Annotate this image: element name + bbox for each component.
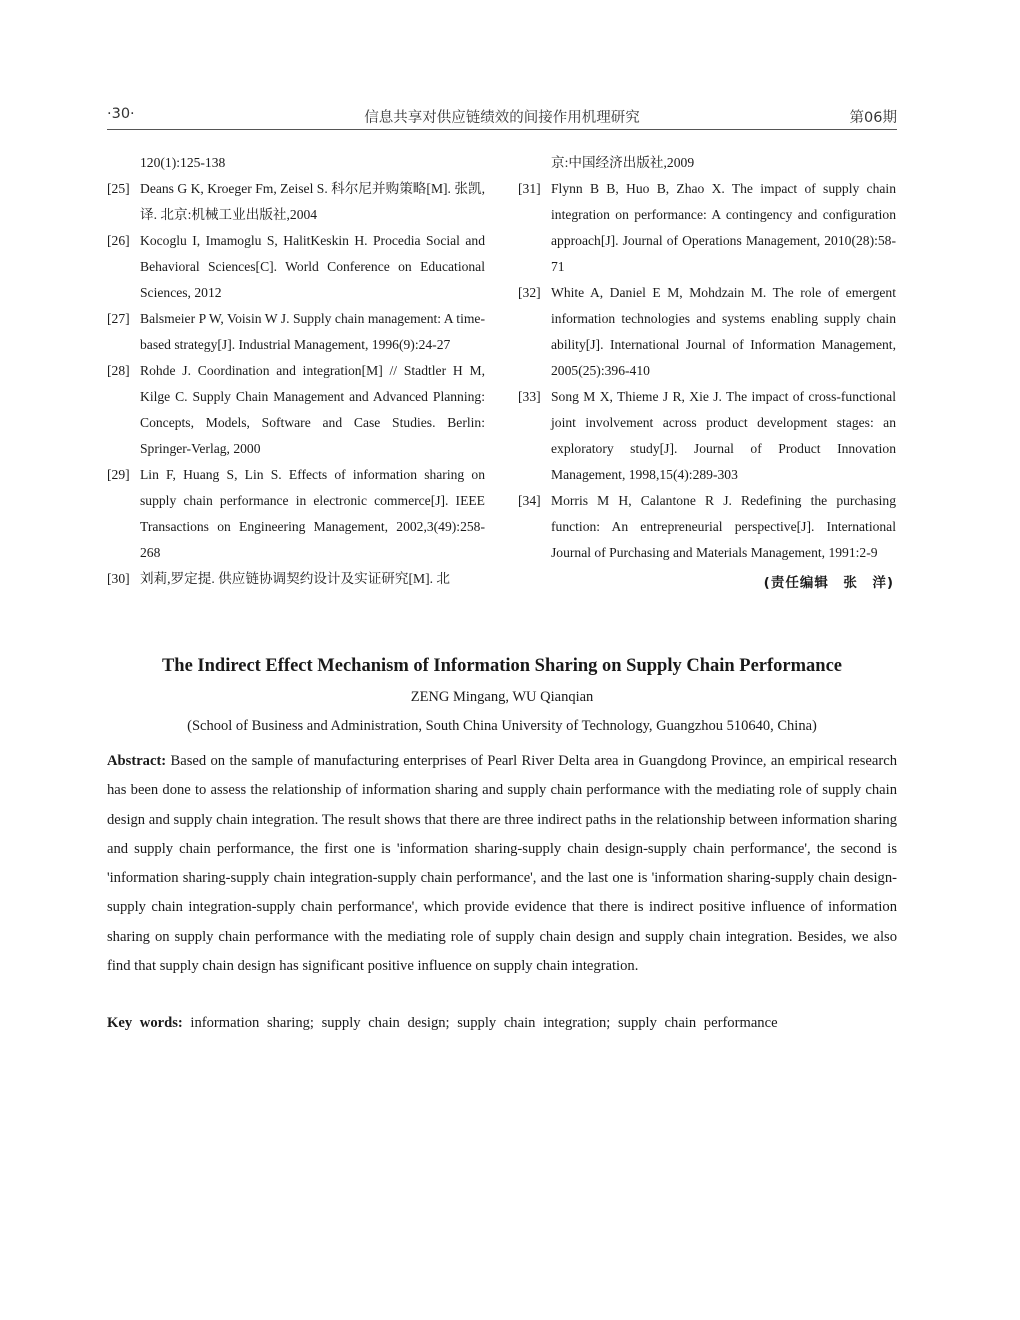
abstract-text: Based on the sample of manufacturing enterprises of Pearl River Delta area in Guangdong Province, an empirical research has been done to assess the relationship of information sharing and supply chain performance with the mediating role of supply chain design and supply chain integration. The result shows that there are three indirect paths in the relationship between information sharing and supply chain performance, the first one is 'information sharing-supply chain design-supply chain performance', the second is 'information sharing-supply chain integration-supply chain performance', and the last one is 'information sharing-supply chain design-supply chain integration-supply chain performance', which provide evidence that there is indirect positive influence of information sharing on supply chain performance with the mediating role of supply chain design and supply chain integration. Besides, we also find that supply chain design has significant positive influence on supply chain integration. [107, 753, 897, 975]
reference-text: Song M X, Thieme J R, Xie J. The impact of cross-functional joint involvement across product development stages: an exploratory study[J]. Journal of Product Innovation Management, 1998,15(4):289-303 [551, 389, 896, 482]
reference-number: [26] [107, 233, 130, 248]
reference-number: [29] [107, 467, 130, 482]
reference-text: Morris M H, Calantone R J. Redefining the purchasing function: An entrepreneurial perspective[J]. International Journal of Purchasing and Materials Management, 1991:2-9 [551, 493, 896, 560]
reference-item [518, 488, 896, 566]
running-title: 信息共享对供应链绩效的间接作用机理研究 [364, 110, 640, 126]
reference-item: 京:中国经济出版社,2009 [551, 155, 695, 170]
reference-text: White A, Daniel E M, Mohdzain M. The role of emergent information technologies and systems enabling supply chain ability[J]. International Journal of Information Management, 2005(25):396-410 [551, 285, 896, 378]
header-rule [107, 129, 897, 130]
reference-item [107, 228, 485, 306]
reference-number: [34] [518, 493, 541, 508]
reference-text: Flynn B B, Huo B, Zhao X. The impact of supply chain integration on performance: A contingency and configuration approach[J]. Journal of Operations Management, 2010(28):58-71 [551, 181, 896, 274]
reference-number: [25] [107, 181, 130, 196]
reference-text: Kocoglu I, Imamoglu S, HalitKeskin H. Procedia Social and Behavioral Sciences[C]. World Conference on Educational Sciences, 2012 [140, 233, 485, 300]
english-keywords [107, 1011, 897, 1035]
reference-item [518, 280, 896, 384]
english-abstract [107, 747, 897, 981]
english-authors: ZENG Mingang, WU Qianqian [410, 689, 594, 705]
reference-number: [30] [107, 571, 130, 586]
references-right-column [518, 150, 896, 596]
responsible-editor: (责任编辑 张 洋) [763, 575, 894, 591]
reference-item [518, 384, 896, 488]
reference-text: Deans G K, Kroeger Fm, Zeisel S. 科尔尼并购策略[M]. 张凯,译. 北京:机械工业出版社,2004 [140, 181, 485, 222]
reference-item [107, 462, 485, 566]
keywords-label: Key words: [107, 1015, 183, 1031]
reference-number: [28] [107, 363, 130, 378]
running-header [107, 104, 897, 130]
reference-number: [33] [518, 389, 541, 404]
reference-text: 刘莉,罗定提. 供应链协调契约设计及实证研究[M]. 北 [140, 571, 451, 586]
reference-item: 120(1):125-138 [140, 155, 226, 170]
page-number: ·30· [107, 106, 135, 122]
keywords-text: information sharing; supply chain design; supply chain integration; supply chain performance [190, 1015, 778, 1031]
reference-item [107, 358, 485, 462]
issue-number: 第06期 [849, 110, 897, 126]
references-left-column [107, 150, 485, 592]
reference-text: Rohde J. Coordination and integration[M] // Stadtler H M, Kilge C. Supply Chain Management and Advanced Planning: Concepts, Models, Software and Case Studies. Berlin: Springer-Verlag, 2000 [140, 363, 485, 456]
reference-text: Balsmeier P W, Voisin W J. Supply chain management: A time-based strategy[J]. Industrial Management, 1996(9):24-27 [140, 311, 485, 352]
reference-item [518, 176, 896, 280]
reference-item [107, 306, 485, 358]
english-title: The Indirect Effect Mechanism of Information Sharing on Supply Chain Performance [161, 656, 843, 676]
reference-item [107, 566, 485, 592]
reference-number: [27] [107, 311, 130, 326]
abstract-label: Abstract: [107, 753, 167, 769]
english-affiliation: (School of Business and Administration, South China University of Technology, Guangzhou 510640, China) [187, 718, 817, 734]
reference-text: Lin F, Huang S, Lin S. Effects of information sharing on supply chain performance in electronic commerce[J]. IEEE Transactions on Engineering Management, 2002,3(49):258-268 [140, 467, 485, 560]
reference-number: [32] [518, 285, 541, 300]
reference-number: [31] [518, 181, 541, 196]
reference-item [107, 176, 485, 228]
